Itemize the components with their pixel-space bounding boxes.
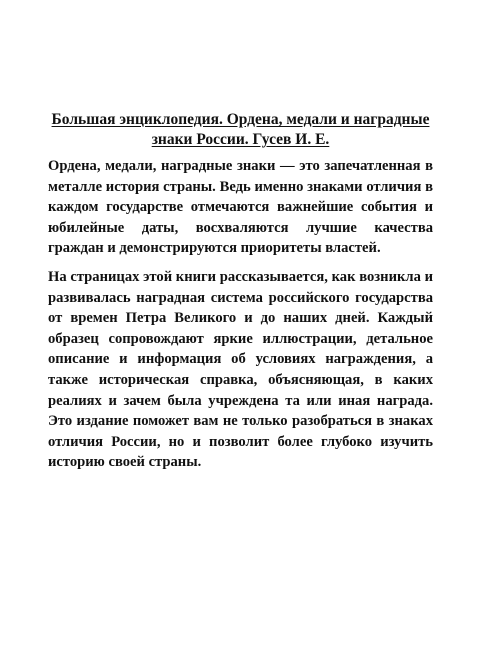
document-content — [48, 110, 433, 481]
paragraph-intro: Ордена, медали, наградные знаки — это запечатленная в металле история страны. Ведь именно знаками отличия в каждом государстве отмечаются важнейшие события и юбилейные даты, восхваляются лучшие качества граждан и демонстрируются приоритеты властей. — [48, 158, 433, 257]
document-title: Большая энциклопедия. Ордена, медали и наградные знаки России. Гусев И. Е. — [51, 111, 430, 148]
paragraph-description: На страницах этой книги рассказывается, как возникла и развивалась наградная система российского государства от времен Петра Великого и до наших дней. Каждый образец сопровождают яркие иллюстрации, детальное описание и информация об условиях награждения, а также историческая справка, объясняющая, в каких реалиях и зачем была учреждена та или иная награда. Это издание поможет вам не только разобраться в знаках отличия России, но и позволит более глубоко изучить историю своей страны. — [48, 268, 433, 471]
